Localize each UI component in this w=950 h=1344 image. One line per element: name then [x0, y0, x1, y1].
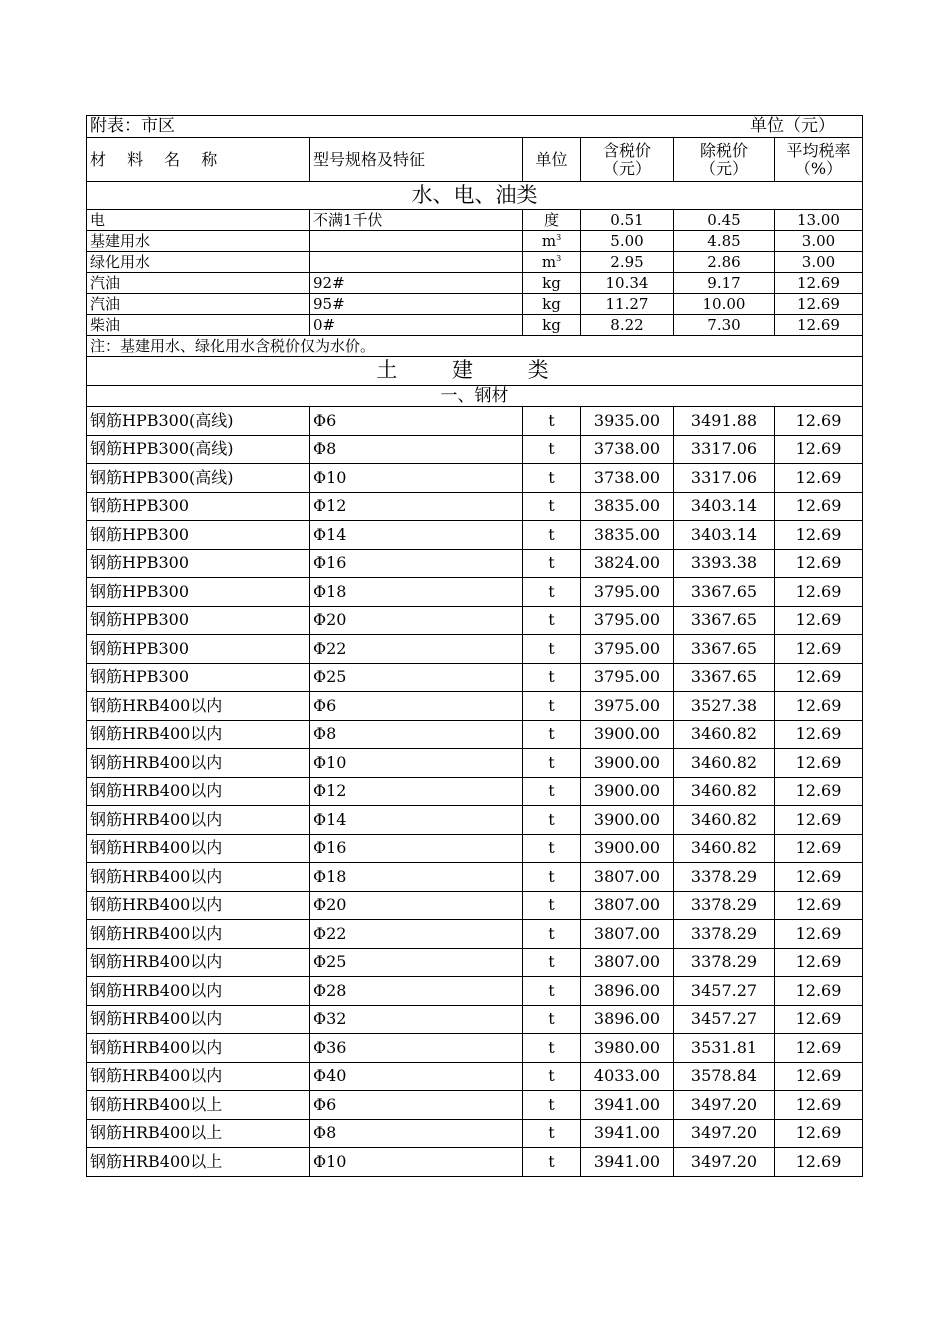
tax-rate: 12.69 — [775, 863, 863, 892]
material-unit: t — [523, 1062, 581, 1091]
tax-rate: 12.69 — [775, 1148, 863, 1177]
tax-rate: 12.69 — [775, 948, 863, 977]
price-without-tax: 3317.06 — [674, 435, 775, 464]
col-header-rate: 平均税率 （%） — [775, 138, 863, 182]
table-row — [87, 407, 863, 436]
material-spec: Φ22 — [310, 635, 523, 664]
material-unit: t — [523, 806, 581, 835]
material-unit: t — [523, 720, 581, 749]
price-with-tax: 8.22 — [581, 315, 674, 336]
table-title-row — [87, 116, 863, 138]
price-without-tax: 3378.29 — [674, 891, 775, 920]
tax-rate: 12.69 — [775, 1005, 863, 1034]
tax-rate: 12.69 — [775, 834, 863, 863]
price-with-tax: 3896.00 — [581, 1005, 674, 1034]
table-row — [87, 578, 863, 607]
table-row — [87, 1119, 863, 1148]
price-with-tax: 3807.00 — [581, 948, 674, 977]
material-name: 钢筋HRB400以内 — [87, 777, 310, 806]
material-name: 钢筋HPB300 — [87, 606, 310, 635]
tax-rate: 12.69 — [775, 635, 863, 664]
material-name: 钢筋HRB400以内 — [87, 834, 310, 863]
price-with-tax: 3900.00 — [581, 777, 674, 806]
price-without-tax: 3491.88 — [674, 407, 775, 436]
material-name: 钢筋HRB400以内 — [87, 1062, 310, 1091]
note-row — [87, 336, 863, 357]
material-unit: 度 — [523, 210, 581, 231]
price-with-tax: 3900.00 — [581, 834, 674, 863]
price-without-tax: 10.00 — [674, 294, 775, 315]
tax-rate: 3.00 — [775, 231, 863, 252]
material-unit: kg — [523, 294, 581, 315]
table-row — [87, 1148, 863, 1177]
material-unit: t — [523, 1091, 581, 1120]
price-with-tax: 3807.00 — [581, 863, 674, 892]
price-without-tax: 2.86 — [674, 252, 775, 273]
material-unit: t — [523, 606, 581, 635]
price-without-tax: 4.85 — [674, 231, 775, 252]
table-row — [87, 863, 863, 892]
tax-rate: 12.69 — [775, 407, 863, 436]
material-name: 钢筋HPB300 — [87, 521, 310, 550]
price-without-tax: 3367.65 — [674, 663, 775, 692]
price-without-tax: 3367.65 — [674, 578, 775, 607]
material-spec: Φ14 — [310, 806, 523, 835]
price-with-tax: 3738.00 — [581, 464, 674, 493]
material-spec: Φ12 — [310, 777, 523, 806]
material-name: 钢筋HRB400以内 — [87, 920, 310, 949]
table-row — [87, 834, 863, 863]
material-name: 钢筋HRB400以内 — [87, 806, 310, 835]
material-unit: t — [523, 863, 581, 892]
note-text: 注：基建用水、绿化用水含税价仅为水价。 — [87, 336, 863, 357]
material-unit: t — [523, 692, 581, 721]
material-spec: 92# — [310, 273, 523, 294]
price-without-tax: 3457.27 — [674, 977, 775, 1006]
material-spec: Φ25 — [310, 663, 523, 692]
table-row — [87, 492, 863, 521]
material-name: 汽油 — [87, 294, 310, 315]
table-row — [87, 720, 863, 749]
material-unit: t — [523, 549, 581, 578]
material-unit: t — [523, 834, 581, 863]
material-unit: t — [523, 521, 581, 550]
material-unit: t — [523, 578, 581, 607]
table-row — [87, 231, 863, 252]
material-name: 钢筋HRB400以内 — [87, 863, 310, 892]
price-without-tax: 3378.29 — [674, 920, 775, 949]
column-header-row — [87, 138, 863, 182]
material-unit: $m^3$ — [523, 252, 581, 273]
material-unit: t — [523, 635, 581, 664]
price-with-tax: 3738.00 — [581, 435, 674, 464]
price-with-tax: 2.95 — [581, 252, 674, 273]
material-spec: 0# — [310, 315, 523, 336]
material-name: 汽油 — [87, 273, 310, 294]
table-row — [87, 315, 863, 336]
material-unit: t — [523, 663, 581, 692]
material-name: 钢筋HPB300 — [87, 549, 310, 578]
price-without-tax: 3367.65 — [674, 635, 775, 664]
material-name: 钢筋HPB300 — [87, 492, 310, 521]
category-title-civil: 土 建 类 — [87, 357, 863, 386]
tax-rate: 12.69 — [775, 806, 863, 835]
material-unit: t — [523, 1148, 581, 1177]
tax-rate: 3.00 — [775, 252, 863, 273]
tax-rate: 12.69 — [775, 1119, 863, 1148]
price-without-tax: 3378.29 — [674, 948, 775, 977]
category-title-utilities: 水、电、油类 — [87, 182, 863, 210]
material-unit: t — [523, 948, 581, 977]
tax-rate: 12.69 — [775, 1062, 863, 1091]
material-spec: Φ20 — [310, 606, 523, 635]
tax-rate: 12.69 — [775, 1091, 863, 1120]
material-spec: 不满1千伏 — [310, 210, 523, 231]
material-name: 钢筋HRB400以内 — [87, 891, 310, 920]
price-without-tax: 7.30 — [674, 315, 775, 336]
material-unit: t — [523, 777, 581, 806]
price-with-tax: 11.27 — [581, 294, 674, 315]
table-row — [87, 464, 863, 493]
price-with-tax: 3980.00 — [581, 1034, 674, 1063]
table-row — [87, 435, 863, 464]
tax-rate: 12.69 — [775, 749, 863, 778]
price-with-tax: 3835.00 — [581, 492, 674, 521]
price-without-tax: 3403.14 — [674, 492, 775, 521]
material-spec: Φ6 — [310, 692, 523, 721]
price-without-tax: 3497.20 — [674, 1148, 775, 1177]
material-spec: Φ25 — [310, 948, 523, 977]
tax-rate: 12.69 — [775, 294, 863, 315]
price-without-tax: 3460.82 — [674, 806, 775, 835]
tax-rate: 12.69 — [775, 920, 863, 949]
tax-rate: 12.69 — [775, 549, 863, 578]
table-row — [87, 606, 863, 635]
tax-rate: 12.69 — [775, 464, 863, 493]
tax-rate: 12.69 — [775, 720, 863, 749]
price-without-tax: 3460.82 — [674, 749, 775, 778]
material-name: 钢筋HRB400以内 — [87, 1034, 310, 1063]
price-with-tax: 3896.00 — [581, 977, 674, 1006]
unit-note: 单位（元） — [750, 116, 835, 137]
tax-rate: 12.69 — [775, 315, 863, 336]
material-name: 钢筋HRB400以内 — [87, 948, 310, 977]
material-spec: Φ28 — [310, 977, 523, 1006]
tax-rate: 12.69 — [775, 606, 863, 635]
material-spec: Φ18 — [310, 863, 523, 892]
material-name: 钢筋HRB400以内 — [87, 692, 310, 721]
price-with-tax: 3824.00 — [581, 549, 674, 578]
material-spec: Φ18 — [310, 578, 523, 607]
col-header-unit: 单位 — [523, 138, 581, 182]
material-unit: t — [523, 1034, 581, 1063]
material-spec: Φ16 — [310, 549, 523, 578]
material-unit: $m^3$ — [523, 231, 581, 252]
table-row — [87, 777, 863, 806]
material-spec: Φ20 — [310, 891, 523, 920]
price-with-tax: 0.51 — [581, 210, 674, 231]
table-row — [87, 891, 863, 920]
subcategory-row-steel — [87, 386, 863, 407]
table-row — [87, 749, 863, 778]
price-with-tax: 3941.00 — [581, 1148, 674, 1177]
price-without-tax: 3393.38 — [674, 549, 775, 578]
price-with-tax: 3795.00 — [581, 663, 674, 692]
material-unit: kg — [523, 315, 581, 336]
table-row — [87, 1091, 863, 1120]
price-without-tax: 3460.82 — [674, 720, 775, 749]
tax-rate: 12.69 — [775, 492, 863, 521]
table-row — [87, 635, 863, 664]
table-row — [87, 920, 863, 949]
material-unit: t — [523, 891, 581, 920]
material-name: 钢筋HPB300(高线) — [87, 435, 310, 464]
subcategory-title-steel: 一、钢材 — [87, 386, 863, 407]
col-header-price-notax: 除税价 （元） — [674, 138, 775, 182]
price-with-tax: 3795.00 — [581, 578, 674, 607]
material-unit: t — [523, 749, 581, 778]
col-header-spec: 型号规格及特征 — [310, 138, 523, 182]
table-row — [87, 806, 863, 835]
tax-rate: 12.69 — [775, 891, 863, 920]
table-title: 附表：市区 — [90, 116, 175, 137]
material-unit: t — [523, 1119, 581, 1148]
material-unit: t — [523, 464, 581, 493]
tax-rate: 12.69 — [775, 578, 863, 607]
table-row — [87, 948, 863, 977]
price-without-tax: 3527.38 — [674, 692, 775, 721]
material-spec: Φ10 — [310, 749, 523, 778]
material-spec: Φ32 — [310, 1005, 523, 1034]
material-name: 钢筋HPB300 — [87, 578, 310, 607]
price-with-tax: 3795.00 — [581, 606, 674, 635]
material-spec: Φ22 — [310, 920, 523, 949]
material-unit: t — [523, 977, 581, 1006]
material-name: 钢筋HRB400以内 — [87, 977, 310, 1006]
material-spec: Φ6 — [310, 407, 523, 436]
table-row — [87, 1005, 863, 1034]
material-spec — [310, 252, 523, 273]
material-spec: Φ16 — [310, 834, 523, 863]
tax-rate: 12.69 — [775, 1034, 863, 1063]
material-name: 钢筋HRB400以内 — [87, 720, 310, 749]
material-spec: 95# — [310, 294, 523, 315]
price-without-tax: 3403.14 — [674, 521, 775, 550]
material-name: 钢筋HRB400以内 — [87, 749, 310, 778]
material-spec: Φ12 — [310, 492, 523, 521]
material-name: 钢筋HPB300(高线) — [87, 464, 310, 493]
price-without-tax: 3578.84 — [674, 1062, 775, 1091]
material-unit: t — [523, 407, 581, 436]
table-row — [87, 1034, 863, 1063]
tax-rate: 12.69 — [775, 777, 863, 806]
material-name: 钢筋HPB300(高线) — [87, 407, 310, 436]
price-without-tax: 3317.06 — [674, 464, 775, 493]
price-without-tax: 0.45 — [674, 210, 775, 231]
price-with-tax: 5.00 — [581, 231, 674, 252]
table-row — [87, 692, 863, 721]
price-without-tax: 9.17 — [674, 273, 775, 294]
table-row — [87, 210, 863, 231]
tax-rate: 12.69 — [775, 435, 863, 464]
material-name: 钢筋HPB300 — [87, 635, 310, 664]
table-row — [87, 294, 863, 315]
price-without-tax: 3457.27 — [674, 1005, 775, 1034]
material-name: 柴油 — [87, 315, 310, 336]
table-row — [87, 1062, 863, 1091]
material-spec — [310, 231, 523, 252]
category-row-civil — [87, 357, 863, 386]
price-with-tax: 3900.00 — [581, 720, 674, 749]
material-unit: t — [523, 1005, 581, 1034]
price-without-tax: 3497.20 — [674, 1119, 775, 1148]
material-name: 电 — [87, 210, 310, 231]
material-name: 钢筋HPB300 — [87, 663, 310, 692]
price-without-tax: 3460.82 — [674, 834, 775, 863]
material-spec: Φ6 — [310, 1091, 523, 1120]
material-name: 钢筋HRB400以上 — [87, 1148, 310, 1177]
material-spec: Φ10 — [310, 464, 523, 493]
material-name: 绿化用水 — [87, 252, 310, 273]
price-with-tax: 3941.00 — [581, 1119, 674, 1148]
price-with-tax: 3835.00 — [581, 521, 674, 550]
tax-rate: 12.69 — [775, 692, 863, 721]
tax-rate: 12.69 — [775, 663, 863, 692]
col-header-name: 材 料 名 称 — [87, 138, 310, 182]
price-without-tax: 3367.65 — [674, 606, 775, 635]
material-spec: Φ40 — [310, 1062, 523, 1091]
material-spec: Φ14 — [310, 521, 523, 550]
material-spec: Φ8 — [310, 720, 523, 749]
material-name: 钢筋HRB400以上 — [87, 1119, 310, 1148]
material-unit: t — [523, 492, 581, 521]
price-without-tax: 3531.81 — [674, 1034, 775, 1063]
table-row — [87, 977, 863, 1006]
price-with-tax: 4033.00 — [581, 1062, 674, 1091]
price-with-tax: 3795.00 — [581, 635, 674, 664]
price-without-tax: 3497.20 — [674, 1091, 775, 1120]
table-row — [87, 663, 863, 692]
tax-rate: 12.69 — [775, 273, 863, 294]
material-spec: Φ8 — [310, 1119, 523, 1148]
material-spec: Φ8 — [310, 435, 523, 464]
material-name: 基建用水 — [87, 231, 310, 252]
table-row — [87, 273, 863, 294]
price-with-tax: 3941.00 — [581, 1091, 674, 1120]
material-name: 钢筋HRB400以内 — [87, 1005, 310, 1034]
material-unit: kg — [523, 273, 581, 294]
tax-rate: 12.69 — [775, 521, 863, 550]
price-with-tax: 3900.00 — [581, 749, 674, 778]
category-row-utilities — [87, 182, 863, 210]
price-with-tax: 3935.00 — [581, 407, 674, 436]
price-with-tax: 3807.00 — [581, 920, 674, 949]
price-without-tax: 3460.82 — [674, 777, 775, 806]
material-spec: Φ36 — [310, 1034, 523, 1063]
price-without-tax: 3378.29 — [674, 863, 775, 892]
table-row — [87, 549, 863, 578]
tax-rate: 12.69 — [775, 977, 863, 1006]
material-unit: t — [523, 435, 581, 464]
price-with-tax: 3975.00 — [581, 692, 674, 721]
tax-rate: 13.00 — [775, 210, 863, 231]
material-unit: t — [523, 920, 581, 949]
material-name: 钢筋HRB400以上 — [87, 1091, 310, 1120]
material-spec: Φ10 — [310, 1148, 523, 1177]
table-row — [87, 252, 863, 273]
price-with-tax: 3900.00 — [581, 806, 674, 835]
price-with-tax: 3807.00 — [581, 891, 674, 920]
table-row — [87, 521, 863, 550]
price-table — [86, 115, 863, 1177]
col-header-price-tax: 含税价 （元） — [581, 138, 674, 182]
price-with-tax: 10.34 — [581, 273, 674, 294]
